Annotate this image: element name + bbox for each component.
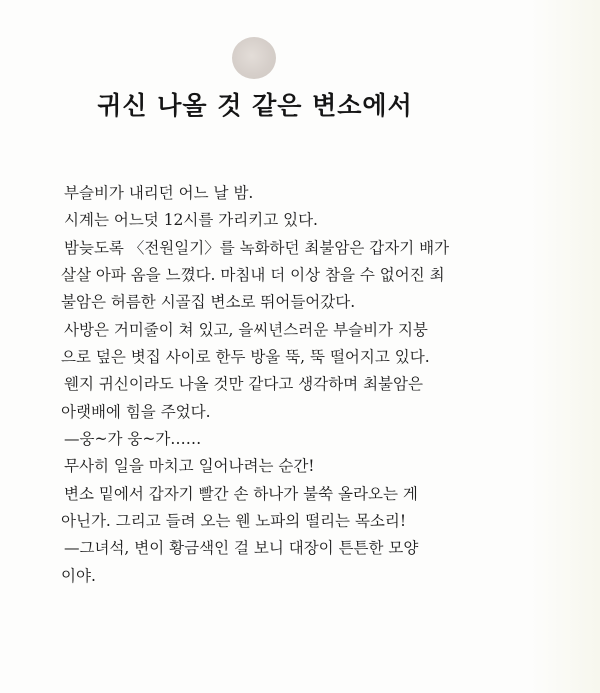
story-line: 웬지 귀신이라도 나올 것만 같다고 생각하며 최불암은 bbox=[64, 375, 423, 393]
story-line: 이야. bbox=[61, 567, 96, 585]
story-line: —웅~가 웅~가…… bbox=[64, 430, 202, 448]
story-line: 밤늦도록 〈전원일기〉를 녹화하던 최불암은 갑자기 배가 bbox=[64, 239, 450, 257]
story-line: 무사히 일을 마치고 일어나려는 순간! bbox=[64, 457, 315, 475]
story-line: —그녀석, 변이 황금색인 걸 보니 대장이 튼튼한 모양 bbox=[64, 539, 419, 557]
story-line: 변소 밑에서 갑자기 빨간 손 하나가 불쑥 올라오는 게 bbox=[64, 485, 418, 503]
story-line: 아닌가. 그리고 들려 오는 웬 노파의 떨리는 목소리! bbox=[61, 512, 407, 530]
story-line: 으로 덮은 볏집 사이로 한두 방울 뚝, 뚝 떨어지고 있다. bbox=[61, 348, 430, 366]
story-line: 아랫배에 힘을 주었다. bbox=[61, 403, 211, 421]
page-edge-shadow bbox=[530, 0, 600, 693]
story-line: 살살 아파 옴을 느꼈다. 마침내 더 이상 참을 수 없어진 최 bbox=[61, 266, 445, 284]
story-line: 시계는 어느덧 12시를 가리키고 있다. bbox=[64, 211, 318, 229]
story-line: 불암은 허름한 시골집 변소로 뛰어들어갔다. bbox=[61, 293, 356, 311]
page-title: 귀신 나올 것 같은 변소에서 bbox=[97, 91, 413, 120]
story-line: 사방은 거미줄이 쳐 있고, 을씨년스러운 부슬비가 지붕 bbox=[64, 321, 428, 339]
story-line: 부슬비가 내리던 어느 날 밤. bbox=[64, 184, 254, 202]
circle-ornament bbox=[232, 37, 276, 79]
